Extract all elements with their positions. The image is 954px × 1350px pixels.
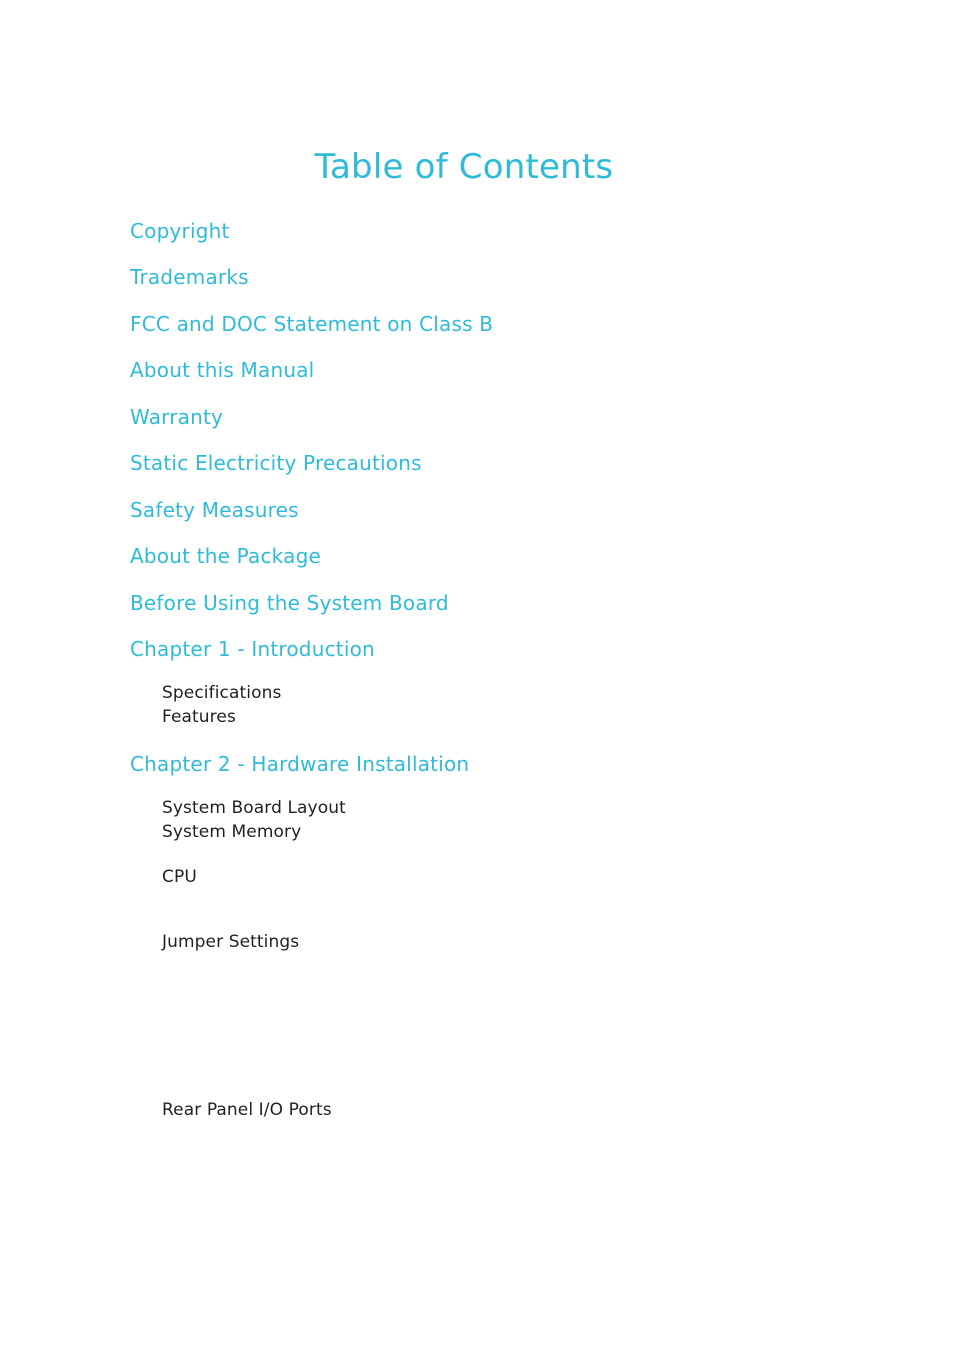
toc-link-safety-measures[interactable]: Safety Measures xyxy=(130,498,299,522)
page-title: Table of Contents xyxy=(314,147,614,187)
toc-subitem-system-board-layout[interactable]: System Board Layout xyxy=(162,798,346,818)
toc-link-chapter-2[interactable]: Chapter 2 - Hardware Installation xyxy=(130,752,470,776)
toc-subitem-jumper-settings[interactable]: Jumper Settings xyxy=(162,932,300,952)
toc-link-copyright[interactable]: Copyright xyxy=(130,219,230,243)
toc-subitem-system-memory[interactable]: System Memory xyxy=(162,822,302,842)
toc-link-chapter-1[interactable]: Chapter 1 - Introduction xyxy=(130,637,375,661)
toc-link-fcc-doc-statement[interactable]: FCC and DOC Statement on Class B xyxy=(130,312,494,336)
toc-link-warranty[interactable]: Warranty xyxy=(130,405,224,429)
toc-link-trademarks[interactable]: Trademarks xyxy=(130,265,249,289)
toc-link-about-package[interactable]: About the Package xyxy=(130,544,321,568)
toc-subitem-features[interactable]: Features xyxy=(162,707,236,727)
toc-subitem-cpu[interactable]: CPU xyxy=(162,867,197,887)
toc-link-before-using[interactable]: Before Using the System Board xyxy=(130,591,449,615)
toc-subitem-specifications[interactable]: Specifications xyxy=(162,683,282,703)
toc-link-about-manual[interactable]: About this Manual xyxy=(130,358,315,382)
toc-link-static-electricity[interactable]: Static Electricity Precautions xyxy=(130,451,422,475)
toc-subitem-rear-panel-io[interactable]: Rear Panel I/O Ports xyxy=(162,1100,332,1120)
